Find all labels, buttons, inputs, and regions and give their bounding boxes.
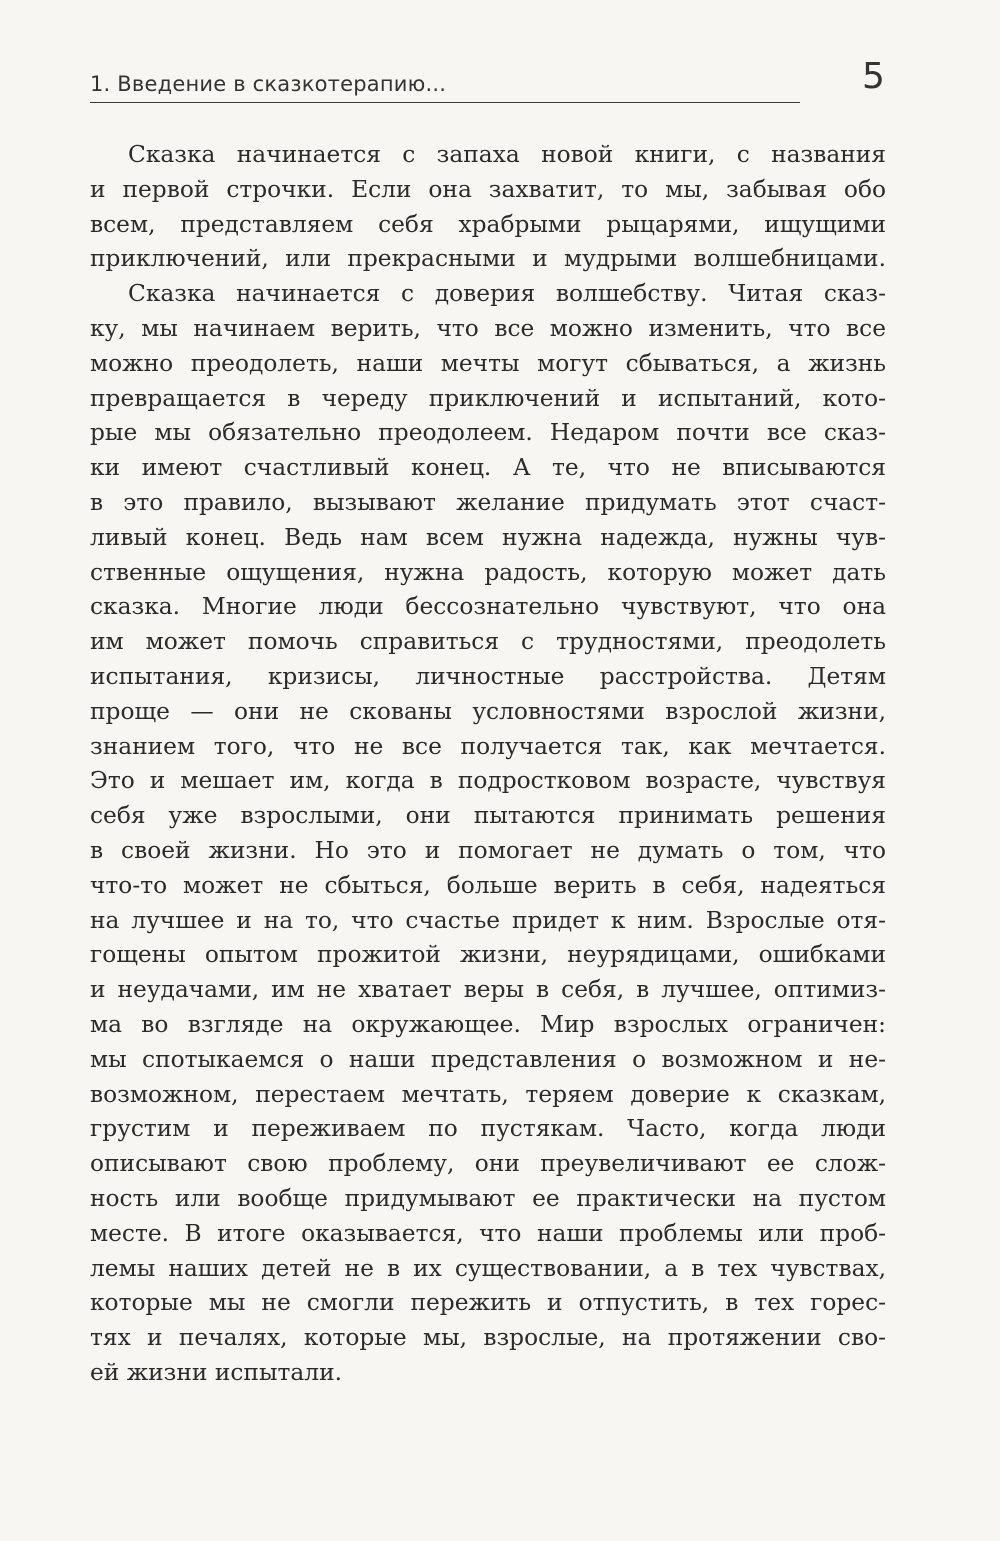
text-line: возможном, перестаем мечтать, теряем доверие к сказкам,: [90, 1080, 886, 1108]
running-header: [90, 62, 800, 103]
text-line: и неудачами, им не хватает веры в себя, в лучшее, оптимиз-: [90, 976, 886, 1004]
text-line: проще — они не скованы условностями взрослой жизни,: [90, 697, 886, 725]
text-line: гощены опытом прожитой жизни, неурядицами, ошибками: [90, 941, 886, 969]
text-line: ку, мы начинаем верить, что все можно изменить, что все: [90, 314, 886, 342]
text-line: мы спотыкаемся о наши представления о возможном и не-: [90, 1045, 886, 1073]
text-line: ей жизни испытали.: [90, 1358, 342, 1386]
text-line: описывают свою проблему, они преувеличивают ее слож-: [90, 1150, 886, 1178]
text-line: в это правило, вызывают желание придумать этот счаст-: [90, 488, 886, 516]
paragraph: [90, 277, 886, 1391]
text-line: им может помочь справиться с трудностями, преодолеть: [90, 628, 886, 656]
text-line: Это и мешает им, когда в подростковом возрасте, чувствуя: [90, 767, 886, 795]
body-text: [90, 138, 886, 1391]
text-line: испытания, кризисы, личностные расстройства. Детям: [90, 662, 886, 690]
text-line: ки имеют счастливый конец. А те, что не вписываются: [90, 454, 886, 482]
running-title: 1. Введение в сказкотерапию...: [90, 72, 447, 96]
text-line: на лучшее и на то, что счастье придет к ним. Взрослые отя-: [90, 906, 886, 934]
text-line: грустим и переживаем по пустякам. Часто, когда люди: [90, 1115, 886, 1143]
text-line: рые мы обязательно преодолеем. Недаром почти все сказ-: [90, 419, 886, 447]
text-line: знанием того, что не все получается так, как мечтается.: [90, 732, 886, 760]
text-line: Сказка начинается с запаха новой книги, с названия: [128, 141, 886, 168]
text-line: что-то может не сбыться, больше верить в себя, надеяться: [90, 871, 886, 899]
text-line: ливый конец. Ведь нам всем нужна надежда, нужны чув-: [90, 523, 886, 551]
text-line: всем, представляем себя храбрыми рыцарями, ищущими: [90, 210, 886, 238]
text-line: тях и печалях, которые мы, взрослые, на протяжении сво-: [90, 1324, 886, 1352]
text-line: месте. В итоге оказывается, что наши проблемы или проб-: [90, 1219, 886, 1247]
text-line: в своей жизни. Но это и помогает не думать о том, что: [90, 836, 886, 864]
text-line: можно преодолеть, наши мечты могут сбываться, а жизнь: [90, 349, 886, 377]
text-line: превращается в череду приключений и испытаний, кото-: [90, 384, 886, 412]
text-line: которые мы не смогли пережить и отпустить, в тех горес-: [90, 1289, 886, 1317]
text-line: Сказка начинается с доверия волшебству. Читая сказ-: [128, 280, 886, 308]
text-line: ма во взгляде на окружающее. Мир взрослых ограничен:: [90, 1010, 886, 1038]
text-line: ность или вообще придумывают ее практически на пустом: [90, 1184, 886, 1212]
text-line: лемы наших детей не в их существовании, а в тех чувствах,: [90, 1254, 886, 1282]
page-number: 5: [862, 56, 885, 97]
paragraph: [90, 138, 886, 277]
text-line: и первой строчки. Если она захватит, то мы, забывая обо: [90, 175, 886, 203]
text-line: ственные ощущения, нужна радость, которую может дать: [90, 558, 886, 586]
text-line: себя уже взрослыми, они пытаются принимать решения: [90, 802, 886, 830]
text-line: сказка. Многие люди бессознательно чувствуют, что она: [90, 593, 886, 621]
text-line: приключений, или прекрасными и мудрыми волшебницами.: [90, 245, 886, 273]
